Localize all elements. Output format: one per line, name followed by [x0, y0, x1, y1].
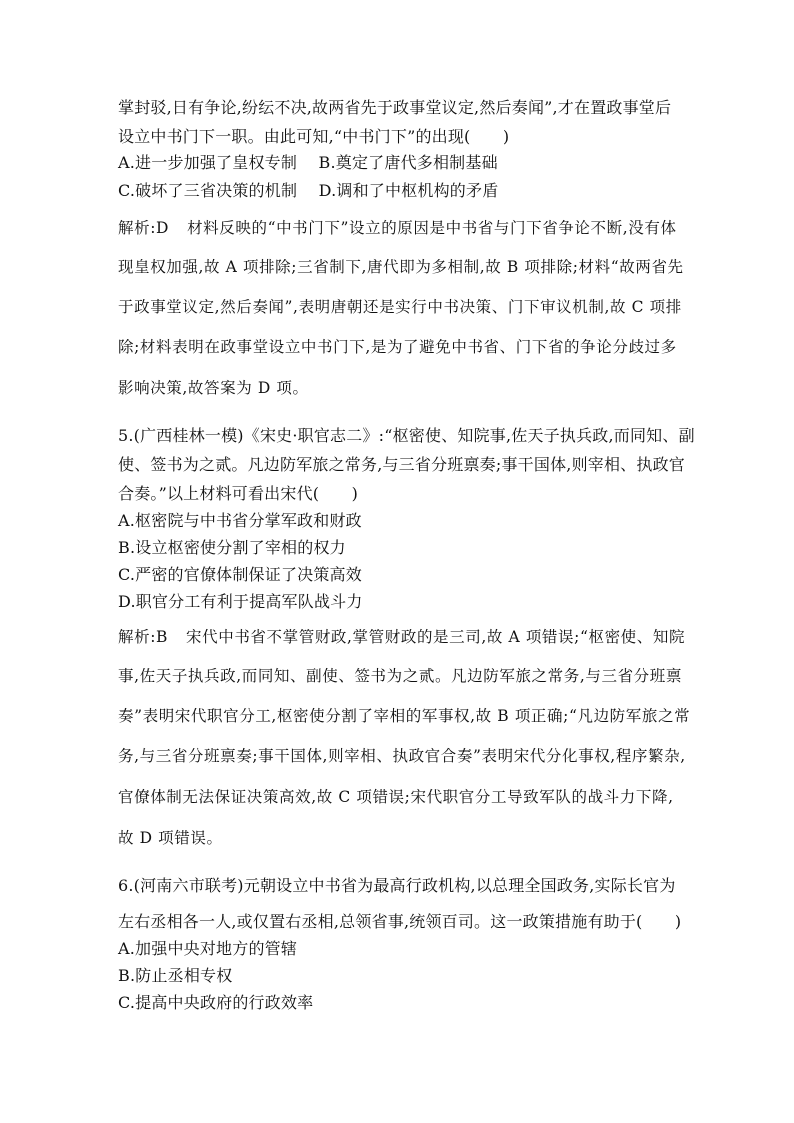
q5-analysis-line-3: 奏”表明宋代职官分工,枢密使分割了宰相的军事权,故 B 项正确;“凡边防军旅之常 — [118, 707, 691, 725]
q5-analysis-line-2: 事,佐天子执兵政,而同知、副使、签书为之贰。凡边防军旅之常务,与三省分班禀 — [118, 667, 682, 685]
q5-option-d: D.职官分工有利于提高军队战斗力 — [118, 592, 363, 611]
q5-stem-line-1: 5.(广西桂林一模)《宋史·职官志二》:“枢密使、知院事,佐天子执兵政,而同知、副 — [118, 426, 695, 445]
q6-stem-line-2: 左右丞相各一人,或仅置右丞相,总领省事,统领百司。这一政策措施有助于( ) — [118, 912, 682, 931]
q4-answer-label: 解析:D — [118, 219, 170, 237]
q5-stem-line-2: 使、签书为之贰。凡边防军旅之常务,与三省分班禀奏;事干国体,则宰相、执政官 — [118, 455, 685, 474]
q5-option-b: B.设立枢密使分割了宰相的权力 — [118, 538, 346, 557]
q4-analysis-line-5: 影响决策,故答案为 D 项。 — [118, 379, 309, 397]
q5-analysis-line-6: 故 D 项错误。 — [118, 829, 223, 847]
q5-analysis-line-4: 务,与三省分班禀奏;事干国体,则宰相、执政官合奏”表明宋代分化事权,程序繁杂, — [118, 747, 686, 765]
q5-option-a: A.枢密院与中书省分掌军政和财政 — [118, 511, 362, 530]
q6-option-b: B.防止丞相专权 — [118, 966, 233, 985]
q5-stem-line-3: 合奏。”以上材料可看出宋代( ) — [118, 484, 359, 503]
q5-analysis-line-1 — [118, 626, 685, 648]
q5-option-c: C.严密的官僚体制保证了决策高效 — [118, 565, 362, 584]
q4-analysis-line-2: 现皇权加强,故 A 项排除;三省制下,唐代即为多相制,故 B 项排除;材料“故两省先 — [118, 258, 684, 276]
q4-analysis-line-1 — [118, 217, 677, 239]
q4-options-row-2: C.破坏了三省决策的机制 D.调和了中枢机构的矛盾 — [118, 181, 499, 200]
q4-stem-line-1: 掌封驳,日有争论,纷纭不决,故两省先于政事堂议定,然后奏闻”,才在置政事堂后 — [118, 98, 672, 117]
q5-analysis-line-5: 官僚体制无法保证决策高效,故 C 项错误;宋代职官分工导致军队的战斗力下降, — [118, 788, 674, 806]
q5-answer-label: 解析:B — [118, 628, 169, 646]
q5-analysis-text-1: 宋代中书省不掌管财政,掌管财政的是三司,故 A 项错误;“枢密使、知院 — [186, 628, 686, 646]
q4-options-row-1: A.进一步加强了皇权专制 B.奠定了唐代多相制基础 — [118, 153, 498, 172]
q6-option-c: C.提高中央政府的行政效率 — [118, 993, 314, 1012]
q6-option-a: A.加强中央对地方的管辖 — [118, 939, 298, 958]
q4-analysis-line-4: 除;材料表明在政事堂设立中书门下,是为了避免中书省、门下省的争论分歧过多 — [118, 338, 677, 356]
q4-stem-line-2: 设立中书门下一职。由此可知,“中书门下”的出现( ) — [118, 127, 510, 146]
q4-analysis-text-1: 材料反映的“中书门下”设立的原因是中书省与门下省争论不断,没有体 — [187, 219, 677, 237]
q6-stem-line-1: 6.(河南六市联考)元朝设立中书省为最高行政机构,以总理全国政务,实际长官为 — [118, 876, 676, 895]
q4-analysis-line-3: 于政事堂议定,然后奏闻”,表明唐朝还是实行中书决策、门下审议机制,故 C 项排 — [118, 298, 682, 316]
